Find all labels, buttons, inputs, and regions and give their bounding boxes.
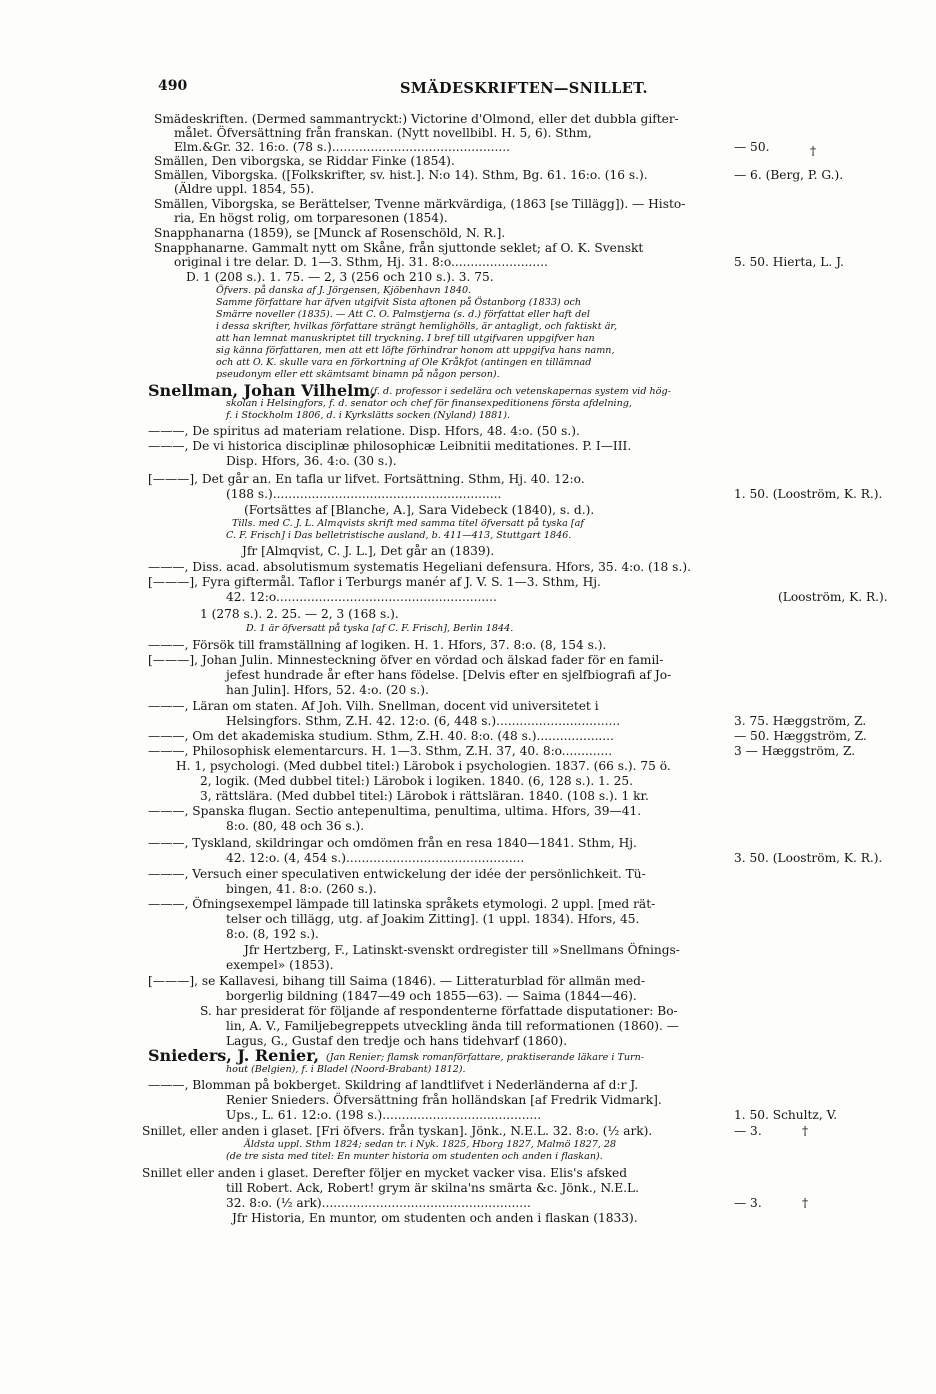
text-line: Helsingfors. Sthm, Z.H. 42. 12:o. (6, 448 s.)................................ [226, 714, 621, 728]
text-line: Jfr Historia, En muntor, om studenten och anden i flaskan (1833). [232, 1211, 638, 1225]
text-line: Jfr Hertzberg, F., Latinskt-svenskt ordregister till »Snellmans Öfnings- [244, 943, 680, 957]
text-line: Jfr [Almqvist, C. J. L.], Det går an (1839). [242, 544, 495, 558]
text-line: ———, Spanska flugan. Sectio antepenultima, penultima, ultima. Hfors, 39—41. [148, 804, 642, 818]
text-line: 42. 12:o. (4, 454 s.).............................................. [226, 851, 525, 865]
text-line: ———, Försök till framställning af logiken. H. 1. Hfors, 37. 8:o. (8, 154 s.). [148, 638, 607, 652]
text-line: Disp. Hfors, 36. 4:o. (30 s.). [226, 454, 397, 468]
text-line: Renier Snieders. Öfversättning från holländskan [af Fredrik Vidmark]. [226, 1093, 662, 1107]
note-line: (Jan Renier; flamsk romanförfattare, praktiserande läkare i Turn- [326, 1052, 645, 1063]
price: 1. 50. (Looström, K. R.). [734, 487, 883, 501]
text-line: Snillet, eller anden i glaset. [Fri öfvers. från tyskan]. Jönk., N.E.L. 32. 8:o. (½ ark). [142, 1124, 653, 1138]
text-line: (Fortsättes af [Blanche, A.], Sara Videbeck (1840), s. d.). [244, 503, 595, 517]
price: 1. 50. Schultz, V. [734, 1108, 838, 1122]
text-line: 3, rättslära. (Med dubbel titel:) Lärobok i rättsläran. 1840. (108 s.). 1 kr. [200, 789, 649, 803]
price: — 3. [734, 1124, 762, 1138]
text-line: bingen, 41. 8:o. (260 s.). [226, 882, 377, 896]
text-line: Ups., L. 61. 12:o. (198 s.)......................................... [226, 1108, 542, 1122]
text-line: borgerlig bildning (1847—49 och 1855—63). — Saima (1844—46). [226, 989, 637, 1003]
note-line: Smärre noveller (1835). — Att C. O. Palmstjerna (s. d.) författat eller haft del [216, 309, 590, 320]
text-line: telser och tillägg, utg. af Joakim Zitting]. (1 uppl. 1834). Hfors, 45. [226, 912, 640, 926]
price: 5. 50. Hierta, L. J. [734, 255, 844, 269]
text-line: lin, A. V., Familjebegreppets utveckling ända till reformationen (1860). — [226, 1019, 679, 1033]
text-line: Smällen, Den viborgska, se Riddar Finke (1854). [154, 154, 455, 168]
price: — 6. (Berg, P. G.). [734, 168, 844, 182]
text-line: han Julin]. Hfors, 52. 4:o. (20 s.). [226, 683, 429, 697]
note-line: sig känna författaren, men att ett löfte förhindrar honom att uppgifva hans namn, [216, 345, 615, 356]
note-line: D. 1 är öfversatt på tyska [af C. F. Frisch], Berlin 1844. [246, 623, 514, 634]
price: 3. 75. Hæggström, Z. [734, 714, 867, 728]
note-line: hout (Belgien), f. i Bladel (Noord-Brabant) 1812). [226, 1064, 466, 1075]
text-line: 32. 8:o. (½ ark)...................................................... [226, 1196, 531, 1210]
text-line: [———], se Kallavesi, bihang till Saima (1846). — Litteraturblad för allmän med- [148, 974, 646, 988]
note-line: Samme författare har äfven utgifvit Sista aftonen på Östanborg (1833) och [216, 297, 582, 308]
note-line: att han lemnat manuskriptet till tryckning. I bref till utgifvaren uppgifver han [216, 333, 595, 344]
text-line: original i tre delar. D. 1—3. Sthm, Hj. 31. 8:o......................... [174, 255, 548, 269]
text-line: Snapphanarne. Gammalt nytt om Skåne, från sjuttonde seklet; af O. K. Svenskt [154, 241, 644, 255]
text-line: [———], Johan Julin. Minnesteckning öfver en vördad och älskad fader för en famil- [148, 653, 664, 667]
note-line: C. F. Frisch] i Das belletristische ausland, b. 411—413, Stuttgart 1846. [226, 530, 572, 541]
text-line: ———, De vi historica disciplinæ philosophicæ Leibnitii meditationes. P. I—III. [148, 439, 632, 453]
text-line: Smällen, Viborgska. ([Folkskrifter, sv. hist.]. N:o 14). Sthm, Bg. 61. 16:o. (16 s.). [154, 168, 648, 182]
dagger-mark: † [802, 1196, 809, 1210]
text-line: ———, Philosophisk elementarcurs. H. 1—3. Sthm, Z.H. 37, 40. 8:o............. [148, 744, 613, 758]
text-line: D. 1 (208 s.). 1. 75. — 2, 3 (256 och 210 s.). 3. 75. [186, 270, 494, 284]
text-line: ———, Tyskland, skildringar och omdömen från en resa 1840—1841. Sthm, Hj. [148, 836, 637, 850]
note-line: pseudonym eller ett skämtsamt binamn på någon person). [216, 369, 500, 380]
note-line: Tills. med C. J. L. Almqvists skrift med samma titel öfversatt på tyska [af [232, 518, 584, 529]
note-line: f. i Stockholm 1806, d. i Kyrkslätts socken (Nyland) 1881). [226, 410, 511, 421]
text-line: Snapphanarna (1859), se [Munck af Rosenschöld, N. R.]. [154, 226, 506, 240]
text-line: ———, Öfningsexempel lämpade till latinska språkets etymologi. 2 uppl. [med rät- [148, 897, 656, 911]
text-line: ———, Diss. acad. absolutismum systematis Hegeliani defensura. Hfors, 35. 4:o. (18 s.). [148, 560, 691, 574]
text-line: ———, Läran om staten. Af Joh. Vilh. Snellman, docent vid universitetet i [148, 699, 599, 713]
text-line: ———, De spiritus ad materiam relatione. Disp. Hfors, 48. 4:o. (50 s.). [148, 424, 580, 438]
text-line: Lagus, G., Gustaf den tredje och hans tidehvarf (1860). [226, 1034, 568, 1048]
text-line: ———, Blomman på bokberget. Skildring af landtlifvet i Nederländerna af d:r J. [148, 1078, 639, 1092]
note-line: Öfvers. på danska af J. Jörgensen, Kjöbenhavn 1840. [216, 285, 472, 296]
text-line: Smädeskriften. (Dermed sammantryckt:) Victorine d'Olmond, eller det dubbla gifter- [154, 112, 679, 126]
price: 3 — Hæggström, Z. [734, 744, 856, 758]
text-line: H. 1, psychologi. (Med dubbel titel:) Lärobok i psychologien. 1837. (66 s.). 75 ö. [176, 759, 671, 773]
text-line: till Robert. Ack, Robert! grym är skilna'ns smärta &c. Jönk., N.E.L. [226, 1181, 639, 1195]
price: — 50. Hæggström, Z. [734, 729, 867, 743]
text-line: ———, Om det akademiska studium. Sthm, Z.H. 40. 8:o. (48 s.).................... [148, 729, 614, 743]
note-line: (f. d. professor i sedelära och vetenskapernas system vid hög- [370, 386, 671, 397]
note-line: och att O. K. skulle vara en förkortning af Ole Kråkfot (antingen en tillämnad [216, 357, 592, 368]
text-line: [———], Det går an. En tafla ur lifvet. Fortsättning. Sthm, Hj. 40. 12:o. [148, 472, 585, 486]
dagger-mark: † [802, 1124, 809, 1138]
text-line: ria, En högst rolig, om torparesonen (1854). [174, 211, 448, 225]
text-line: 1 (278 s.). 2. 25. — 2, 3 (168 s.). [200, 607, 399, 621]
text-line: Smällen, Viborgska, se Berättelser, Tvenne märkvärdiga, (1863 [se Tillägg]). — Histo- [154, 197, 686, 211]
running-title: SMÄDESKRIFTEN—SNILLET. [400, 80, 648, 97]
note-line: skolan i Helsingfors, f. d. senator och chef för finansexpeditionens första afdelning, [226, 398, 632, 409]
author-heading: Snieders, J. Renier, [148, 1046, 320, 1065]
text-line: S. har presiderat för följande af respondenterne författade disputationer: Bo- [200, 1004, 678, 1018]
text-line: ———, Versuch einer speculativen entwickelung der idée der persönlichkeit. Tü- [148, 867, 646, 881]
text-line: Snillet eller anden i glaset. Derefter följer en mycket vacker visa. Elis's afsked [142, 1166, 628, 1180]
price: — 3. [734, 1196, 762, 1210]
text-line: 42. 12:o......................................................... [226, 590, 497, 604]
note-line: (de tre sista med titel: En munter historia om studenten och anden i flaskan). [226, 1151, 603, 1162]
note-line: i dessa skrifter, hvilkas författare strängt hemlighölls, är antagligt, och faktiskt är, [216, 321, 618, 332]
text-line: (188 s.)........................................................... [226, 487, 502, 501]
price: — 50. [734, 140, 770, 154]
author-heading: Snellman, Johan Vilhelm, [148, 381, 376, 400]
text-line: 2, logik. (Med dubbel titel:) Lärobok i logiken. 1840. (6, 128 s.). 1. 25. [200, 774, 633, 788]
price: (Looström, K. R.). [778, 590, 888, 604]
text-line: målet. Öfversättning från franskan. (Nytt novellbibl. H. 5, 6). Sthm, [174, 126, 592, 140]
text-line: (Äldre uppl. 1854, 55). [174, 182, 315, 196]
text-line: Elm.&Gr. 32. 16:o. (78 s.).............................................. [174, 140, 511, 154]
text-line: 8:o. (80, 48 och 36 s.). [226, 819, 365, 833]
text-line: jefest hundrade år efter hans födelse. [Delvis efter en sjelfbiografi af Jo- [226, 668, 672, 682]
page-number: 490 [158, 78, 188, 94]
dagger-mark: † [810, 144, 817, 158]
note-line: Äldsta uppl. Sthm 1824; sedan tr. i Nyk. 1825, Hborg 1827, Malmö 1827, 28 [244, 1139, 617, 1150]
text-line: [———], Fyra giftermål. Taflor i Terburgs manér af J. V. S. 1—3. Sthm, Hj. [148, 575, 601, 589]
price: 3. 50. (Looström, K. R.). [734, 851, 883, 865]
text-line: 8:o. (8, 192 s.). [226, 927, 319, 941]
text-line: exempel» (1853). [226, 958, 334, 972]
